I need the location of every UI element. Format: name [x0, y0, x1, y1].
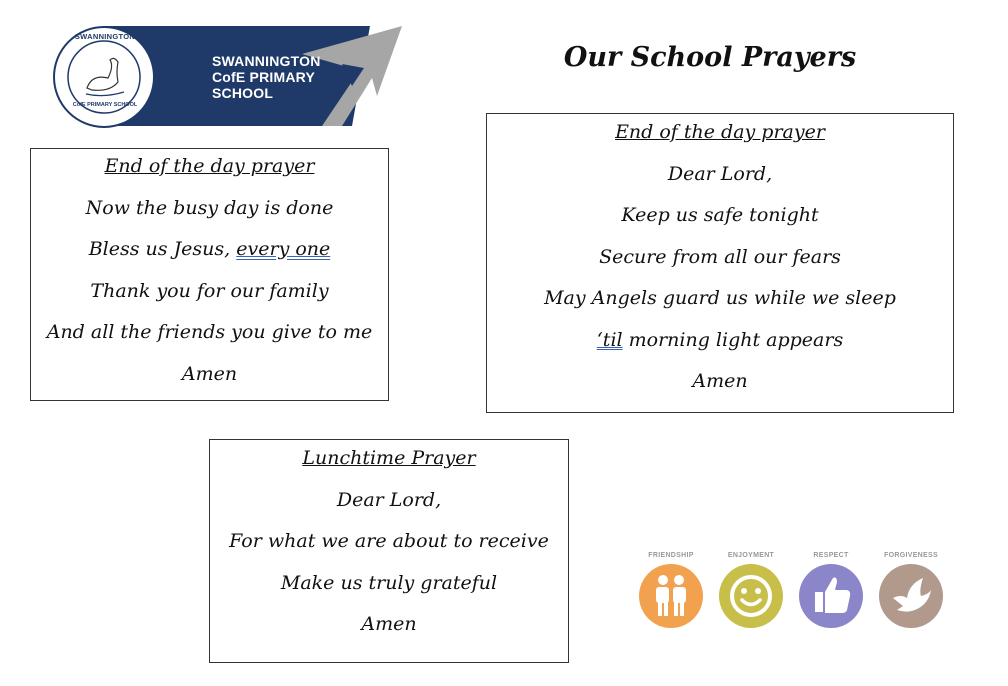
prayer-line-amen: Amen	[361, 613, 417, 635]
prayer-line: Secure from all our fears	[599, 245, 841, 268]
value-label: RESPECT	[813, 552, 849, 559]
value-friendship	[634, 550, 708, 640]
prayer-line: Dear Lord,	[667, 162, 773, 185]
value-label: FORGIVENESS	[884, 552, 938, 559]
value-forgiveness	[874, 550, 948, 640]
school-logo	[52, 26, 402, 128]
school-name-line2: CofE PRIMARY	[212, 69, 315, 85]
prayer-heading: End of the day prayer	[615, 121, 825, 143]
value-enjoyment	[714, 550, 788, 640]
prayer-line: Thank you for our family	[90, 279, 329, 302]
page-title: Our School Prayers	[563, 42, 857, 73]
end-of-day-prayer-box-left	[30, 148, 389, 401]
school-name-line3: SCHOOL	[212, 85, 274, 101]
thumbs-up-icon	[799, 564, 863, 628]
prayer-line: May Angels guard us while we sleep	[544, 287, 896, 309]
prayer-line: Keep us safe tonight	[621, 204, 819, 226]
prayer-line: And all the friends you give to me	[46, 321, 373, 343]
value-label: FRIENDSHIP	[648, 552, 694, 559]
prayer-line: For what we are about to receive	[229, 530, 549, 552]
logo-badge-top-text: SWANNINGTON	[74, 32, 136, 41]
prayer-line	[487, 328, 953, 352]
prayer-line-text: morning light appears	[628, 328, 844, 351]
prayer-line	[31, 237, 388, 261]
school-name	[212, 53, 372, 101]
prayer-line: Make us truly grateful	[280, 571, 498, 594]
value-label: ENJOYMENT	[727, 552, 775, 559]
dove-icon	[879, 564, 943, 628]
prayer-line-amen: Amen	[181, 362, 238, 385]
prayer-line-amen: Amen	[692, 370, 748, 392]
prayer-line-text: Bless us Jesus,	[88, 238, 231, 260]
value-respect	[794, 550, 868, 640]
school-name-line1: SWANNINGTON	[212, 53, 321, 69]
prayer-heading: Lunchtime Prayer	[302, 447, 476, 469]
end-of-day-prayer-box-right	[486, 113, 954, 413]
school-values	[634, 550, 950, 640]
lunchtime-prayer-box	[209, 439, 569, 663]
prayer-line-text-underlined: every one	[236, 238, 331, 260]
smiley-icon	[719, 564, 783, 628]
prayer-line-text-underlined: ‘til	[596, 328, 623, 351]
prayer-line: Dear Lord,	[336, 488, 442, 511]
logo-badge-bottom-text: CofE PRIMARY SCHOOL	[72, 102, 138, 108]
prayer-line: Now the busy day is done	[85, 196, 334, 219]
friendship-icon	[639, 564, 703, 628]
prayer-heading: End of the day prayer	[104, 155, 315, 177]
